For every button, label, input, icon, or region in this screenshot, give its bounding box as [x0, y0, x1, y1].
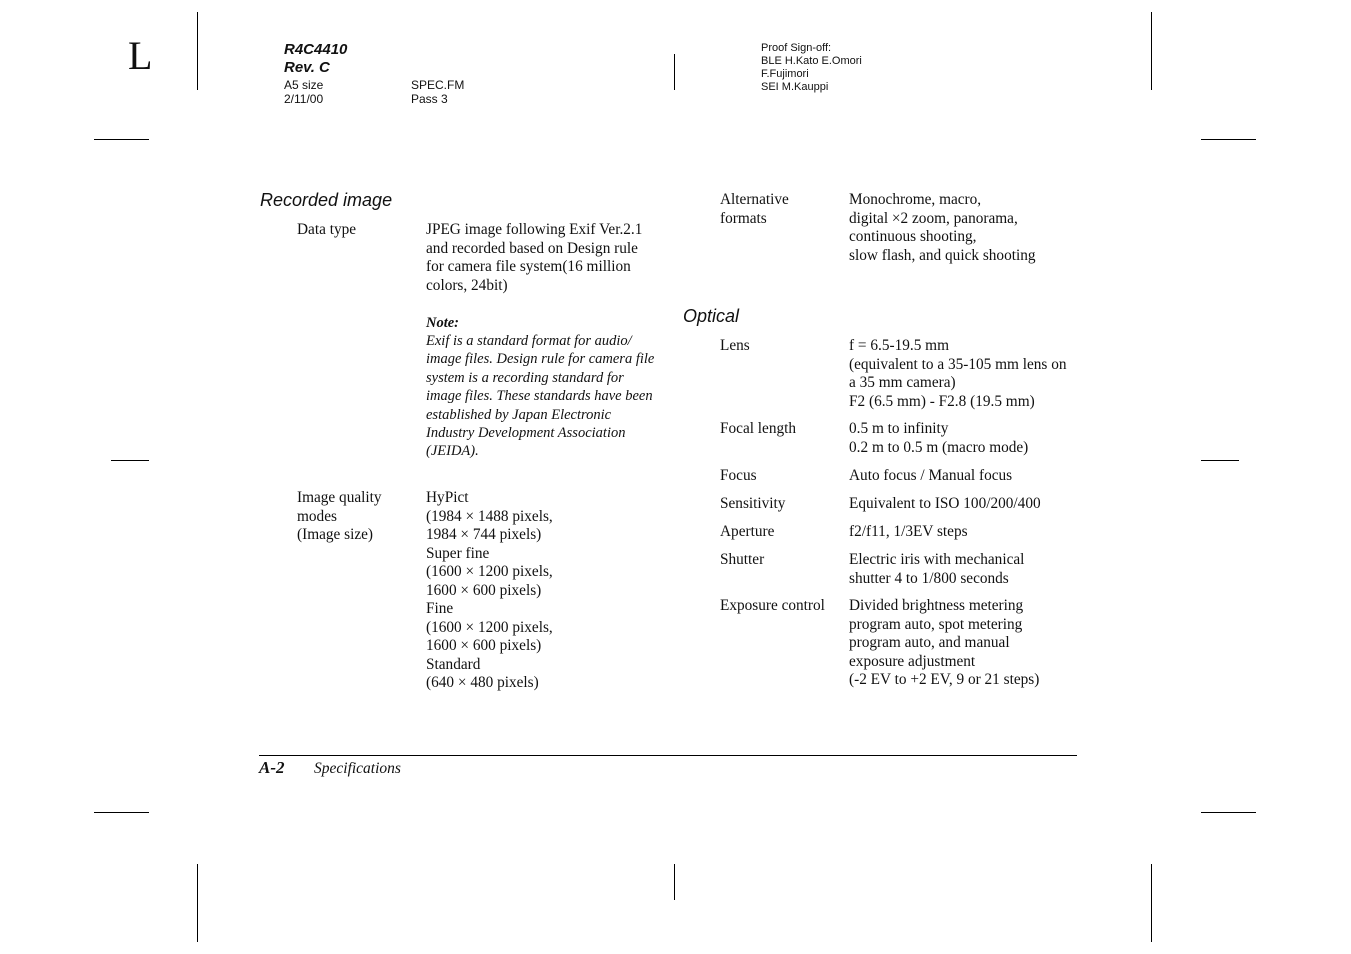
sensitivity-value: Equivalent to ISO 100/200/400	[849, 495, 1041, 512]
paper-size: A5 size	[284, 78, 324, 92]
exposure-control-value: Divided brightness metering program auto, spot metering program auto, and manual exposure adjustment (-2 EV to +2 EV, 9 or 21 steps)	[849, 597, 1040, 688]
focal-length-label: Focal length	[720, 420, 797, 437]
shutter-value: Electric iris with mechanical shutter 4 to 1/800 seconds	[849, 551, 1025, 587]
crop-mark	[111, 460, 149, 461]
footer-rule	[259, 755, 1077, 756]
aperture-label: Aperture	[720, 523, 775, 540]
proof-line: SEI M.Kauppi	[761, 81, 829, 93]
crop-mark	[1201, 460, 1239, 461]
proof-line: Proof Sign-off:	[761, 42, 832, 54]
proof-signoff	[761, 42, 862, 94]
image-quality-value: HyPict (1984 × 1488 pixels, 1984 × 744 pixels) Super fine (1600 × 1200 pixels, 1600 × 600 pixels) Fine (1600 × 1200 pixels, 1600 × 600 pixels) Standard (640 × 480 pixels)	[426, 489, 553, 691]
proof-line: BLE H.Kato E.Omori	[761, 55, 862, 67]
corner-page-mark: L	[128, 33, 153, 78]
crop-mark	[197, 12, 198, 90]
note-text: Exif is a standard format for audio/ image files. Design rule for camera file system is a recording standard for image files. These standards have been established by Japan Electronic Industry Development Association (JEIDA).	[426, 333, 655, 460]
focal-length-value: 0.5 m to infinity 0.2 m to 0.5 m (macro mode)	[849, 420, 1029, 456]
chapter-title: Specifications	[314, 760, 401, 777]
data-type-value: JPEG image following Exif Ver.2.1 and recorded based on Design rule for camera file system(16 million colors, 24bit)	[426, 221, 643, 294]
crop-mark	[1151, 12, 1152, 90]
section-title-recorded-image: Recorded image	[260, 190, 393, 210]
focus-value: Auto focus / Manual focus	[849, 467, 1013, 484]
lens-label: Lens	[720, 337, 750, 354]
alternative-formats-label: Alternative formats	[720, 191, 789, 227]
crop-mark	[674, 54, 675, 90]
shutter-label: Shutter	[720, 551, 765, 568]
crop-mark	[197, 864, 198, 942]
pass-number: Pass 3	[411, 92, 448, 106]
crop-mark	[674, 864, 675, 900]
sensitivity-label: Sensitivity	[720, 495, 786, 512]
crop-mark	[1201, 812, 1256, 813]
section-title-optical: Optical	[683, 306, 740, 326]
crop-mark	[94, 139, 149, 140]
file-name: SPEC.FM	[411, 78, 465, 92]
focus-label: Focus	[720, 467, 757, 484]
lens-value: f = 6.5-19.5 mm (equivalent to a 35-105 mm lens on a 35 mm camera) F2 (6.5 mm) - F2.8 (19.5 mm)	[849, 337, 1067, 410]
crop-mark	[1151, 864, 1152, 942]
revision: Rev. C	[284, 59, 330, 76]
product-code: R4C4410	[284, 41, 348, 58]
alternative-formats-value: Monochrome, macro, digital ×2 zoom, panorama, continuous shooting, slow flash, and quick shooting	[849, 191, 1036, 264]
note-title: Note:	[426, 315, 460, 331]
crop-mark	[1201, 139, 1256, 140]
proof-line: F.Fujimori	[761, 68, 809, 80]
crop-mark	[94, 812, 149, 813]
date: 2/11/00	[284, 92, 324, 106]
exposure-control-label: Exposure control	[720, 597, 825, 614]
data-type-label: Data type	[297, 221, 357, 238]
image-quality-label: Image quality modes (Image size)	[297, 489, 382, 543]
page-number: A-2	[259, 758, 285, 777]
aperture-value: f2/f11, 1/3EV steps	[849, 523, 968, 540]
